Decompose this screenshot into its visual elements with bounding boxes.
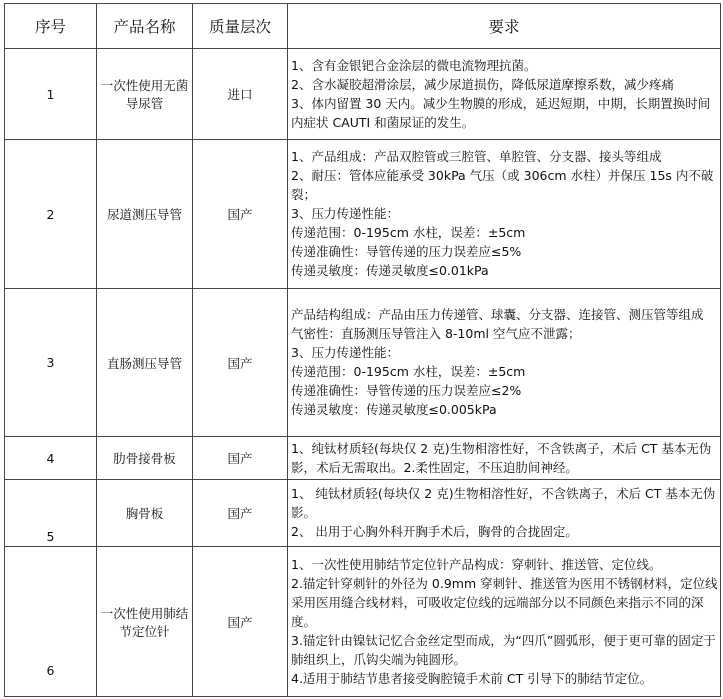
quality-level: 国产 [193,547,288,697]
requirement-cell [288,140,721,289]
requirement-line: 传递灵敏度：传递灵敏度≤0.01kPa [291,263,489,278]
table-row [5,437,721,480]
requirement-line: 传递准确性：导管传递的压力误差应≤5% [291,244,522,259]
table-row [5,547,721,697]
quality-level: 进口 [193,49,288,140]
requirement-line: 1、纯钛材质轻(每块仅 2 克)生物相溶性好，不含铁离子，术后 CT 基本无伪影，术后无需取出。2.柔性固定，不压迫肋间神经。 [291,440,712,475]
requirement-line: 3、压力传递性能： [291,345,399,360]
requirement-line: 2、含水凝胶超滑涂层，减少尿道损伤，降低尿道摩擦系数，减少疼痛 [291,76,674,92]
row-index: 3 [5,289,97,437]
requirement-cell [288,480,721,547]
requirement-line: 2、耐压：管体应能承受 30kPa 气压（或 306cm 水柱）并保压 15s 内不破裂； [291,168,714,202]
header-name: 产品名称 [97,4,193,49]
requirements-table [4,3,721,697]
table-row [5,140,721,289]
quality-level: 国产 [193,437,288,480]
row-index: 1 [5,49,97,140]
product-name: 一次性使用无菌导尿管 [97,49,193,140]
requirement-line: 传递范围：0-195cm 水柱，误差：±5cm [291,225,526,240]
requirement-line: 4.适用于肺结节患者接受胸腔镜手术前 CT 引导下的肺结节定位。 [291,670,653,686]
requirement-line: 1、一次性使用肺结节定位针产品构成：穿刺针、推送管、定位线。 [291,556,662,572]
row-index: 2 [5,140,97,289]
quality-level: 国产 [193,289,288,437]
requirement-line: 2.锚定针穿刺针的外径为 0.9mm 穿刺针、推送管为医用不锈钢材料，定位线采用医用缝合线材料，可吸收定位线的远端部分以不同颜色来指示不同的深度。 [291,575,718,629]
requirement-line: 传递范围：0-195cm 水柱，误差：±5cm [291,364,526,379]
product-name: 胸骨板 [97,480,193,547]
product-name: 一次性使用肺结节定位针 [97,547,193,697]
requirement-cell [288,437,721,480]
product-name: 肋骨接骨板 [97,437,193,480]
table-row [5,289,721,437]
requirement-line: 气密性：直肠测压导管注入 8-10ml 空气应不泄露； [291,326,581,341]
row-index: 4 [5,437,97,480]
header-requirement: 要求 [288,4,721,49]
row-index: 6 [5,547,97,697]
quality-level: 国产 [193,480,288,547]
header-quality: 质量层次 [193,4,288,49]
requirement-cell [288,49,721,140]
requirement-cell [288,289,721,437]
header-row [5,4,721,49]
row-index: 5 [5,480,97,547]
requirement-line: 产品结构组成：产品由压力传递管、球囊、分支器、连接管、测压管等组成 [291,307,704,322]
requirement-cell [288,547,721,697]
table-row [5,49,721,140]
requirement-line: 2、 出用于心胸外科开胸手术后，胸骨的合拢固定。 [291,524,578,539]
table-row [5,480,721,547]
product-name: 尿道测压导管 [97,140,193,289]
requirement-line: 3、压力传递性能： [291,206,399,221]
requirement-line: 传递准确性：导管传递的压力误差应≤2% [291,383,522,398]
requirement-line: 传递灵敏度：传递灵敏度≤0.005kPa [291,402,497,417]
requirement-line: 1、含有金银钯合金涂层的微电流物理抗菌。 [291,57,537,73]
requirement-line: 3.锚定针由镍钛记忆合金丝定型而成，为“四爪”圆弧形，便于更可靠的固定于肺组织上，爪钩尖端为钝圆形。 [291,632,716,667]
requirement-line: 1、产品组成：产品双腔管或三腔管、单腔管、分支器、接头等组成 [291,149,662,164]
quality-level: 国产 [193,140,288,289]
product-name: 直肠测压导管 [97,289,193,437]
requirement-line: 3、体内留置 30 天内。减少生物膜的形成，延迟短期，中期，长期置换时间内症状 CAUTI 和菌尿证的发生。 [291,95,711,130]
header-index: 序号 [5,4,97,49]
requirement-line: 1、 纯钛材质轻(每块仅 2 克)生物相溶性好，不含铁离子，术后 CT 基本无伪影。 [291,486,716,520]
